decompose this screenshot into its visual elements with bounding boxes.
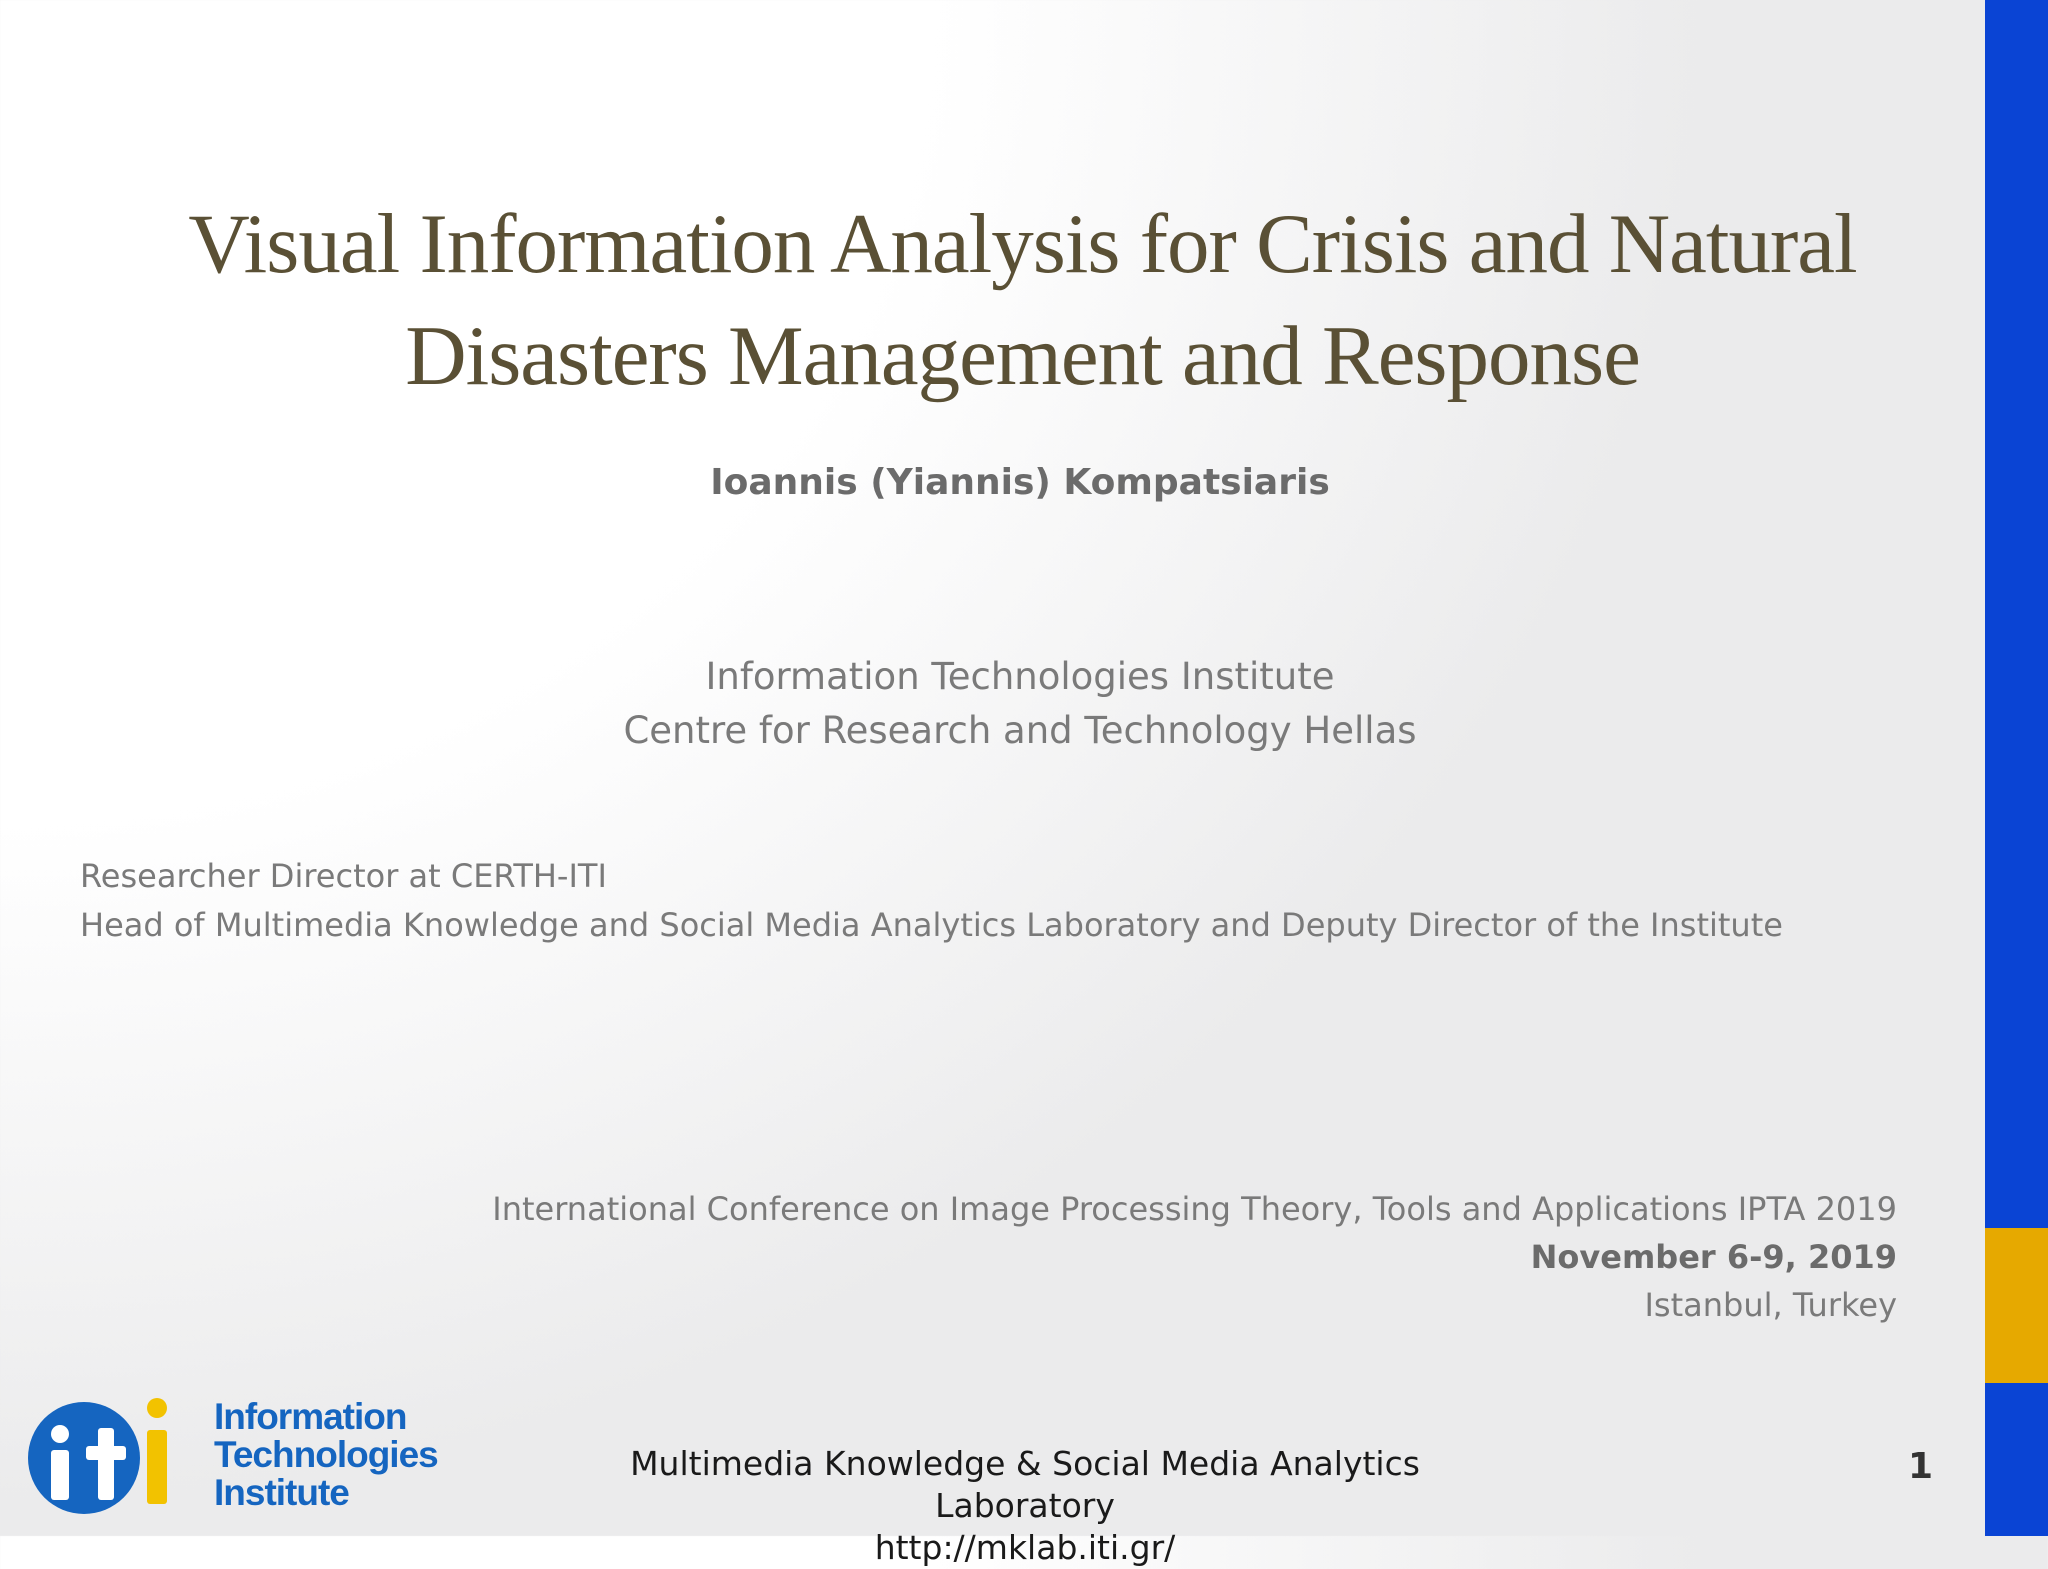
logo-wordmark [214,1398,438,1512]
role-line-2: Head of Multimedia Knowledge and Social Media Analytics Laboratory and Deputy Director of the Institute [80,906,1783,944]
footer-lab: Multimedia Knowledge & Social Media Analytics Laboratory [630,1444,1420,1525]
centre-name: Centre for Research and Technology Hellas [623,709,1417,752]
slide-title [60,188,1985,412]
role-block [80,852,1783,950]
page-number: 1 [1908,1446,1934,1487]
institute-name: Information Technologies Institute [705,655,1335,698]
footer [560,1443,1490,1569]
accent-bar-bottom [1985,1383,2048,1536]
conference-name: International Conference on Image Processing Theory, Tools and Applications IPTA 2019 [492,1190,1897,1228]
institute-block [0,650,2040,758]
logo-word-institute: Institute [214,1472,349,1513]
author-name: Ioannis (Yiannis) Kompatsiaris [710,462,1330,503]
title-line-2: Disasters Management and Response [405,309,1640,403]
conference-date: November 6-9, 2019 [1530,1238,1897,1276]
logo-word-technologies: Technologies [214,1434,438,1475]
footer-url: http://mklab.iti.gr/ [874,1528,1176,1567]
accent-bar-top [1985,0,2048,1228]
logo-word-information: Information [214,1396,407,1437]
conference-location: Istanbul, Turkey [1644,1286,1897,1324]
title-line-1: Visual Information Analysis for Crisis and Natural [188,197,1857,291]
conference-block [492,1185,1897,1329]
accent-bar-gold [1985,1228,2048,1383]
role-line-1: Researcher Director at CERTH-ITI [80,857,607,895]
